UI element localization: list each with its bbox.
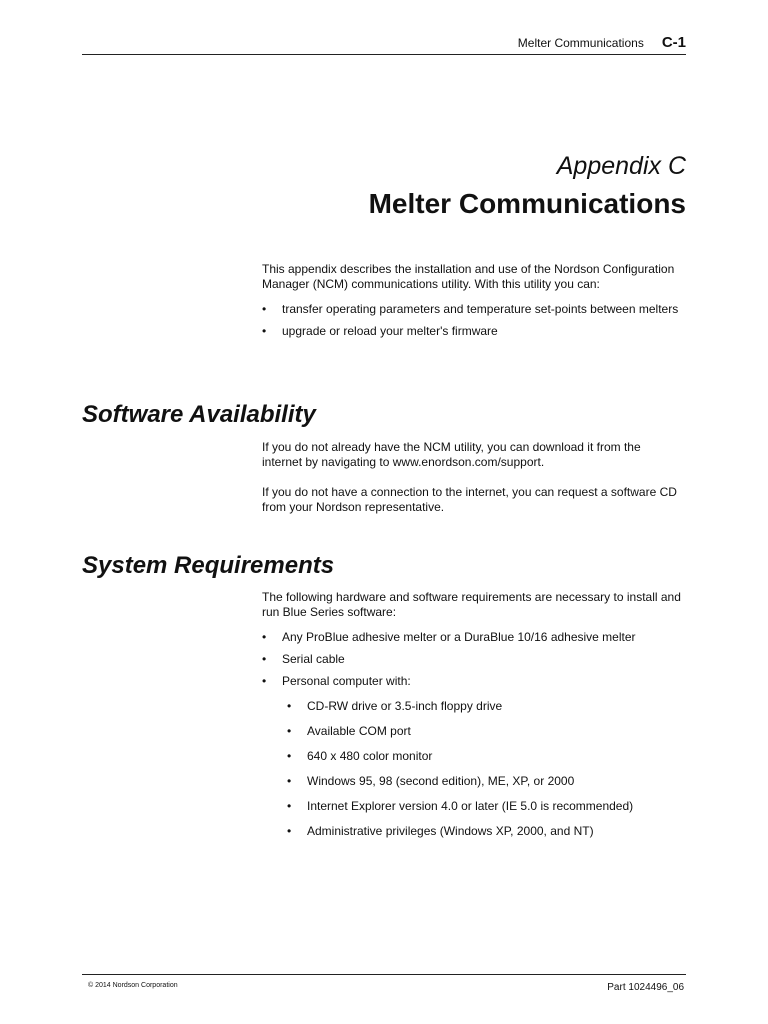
- running-title: Melter Communications: [517, 36, 644, 50]
- section-heading-software-availability: Software Availability: [82, 401, 316, 428]
- paragraph: If you do not have a connection to the internet, you can request a software CD from your Nordson representative.: [262, 485, 677, 514]
- sub-list-item-text: Available COM port: [307, 724, 411, 738]
- appendix-label: Appendix C: [556, 152, 686, 180]
- list-item: [262, 324, 682, 339]
- bullet-icon: •: [262, 324, 267, 338]
- list-item-text: Any ProBlue adhesive melter or a DuraBlue 10/16 adhesive melter: [282, 630, 636, 644]
- bullet-icon: •: [287, 774, 292, 788]
- sub-list-item-text: 640 x 480 color monitor: [307, 749, 433, 763]
- bullet-icon: •: [262, 302, 267, 316]
- bullet-icon: •: [262, 652, 267, 666]
- sub-list-item: [287, 749, 682, 764]
- list-item-text: transfer operating parameters and temperature set-points between melters: [282, 302, 679, 316]
- sub-list-item-text: CD-RW drive or 3.5-inch floppy drive: [307, 699, 503, 713]
- list-item: [262, 302, 682, 317]
- list-item: [262, 652, 682, 667]
- list-item: [262, 674, 682, 839]
- paragraph: The following hardware and software requirements are necessary to install and run Blue Series software:: [262, 590, 681, 619]
- requirements-bullet-list: [262, 630, 682, 839]
- computer-requirements-sublist: [287, 699, 682, 839]
- page-header: [82, 34, 686, 55]
- section-heading-system-requirements: System Requirements: [82, 552, 335, 579]
- bullet-icon: •: [287, 724, 292, 738]
- bullet-icon: •: [262, 674, 267, 688]
- intro-section: [262, 262, 682, 339]
- sub-list-item-text: Internet Explorer version 4.0 or later (IE 5.0 is recommended): [307, 799, 634, 813]
- software-availability-section: [262, 440, 682, 515]
- list-item: [262, 630, 682, 645]
- sub-list-item: [287, 699, 682, 714]
- list-item-text: upgrade or reload your melter's firmware: [282, 324, 498, 338]
- part-number: Part 1024496_06: [607, 982, 684, 993]
- bullet-icon: •: [287, 799, 292, 813]
- list-item-text: Personal computer with:: [282, 674, 411, 688]
- sub-list-item: [287, 724, 682, 739]
- paragraph: If you do not already have the NCM utility, you can download it from the internet by navigating to www.enordson.com/support.: [262, 440, 641, 469]
- page-footer: [82, 974, 686, 993]
- bullet-icon: •: [262, 630, 267, 644]
- bullet-icon: •: [287, 824, 292, 838]
- sub-list-item: [287, 774, 682, 789]
- intro-paragraph: This appendix describes the installation and use of the Nordson Configuration Manager (NCM) communications utility. With this utility you can:: [262, 262, 675, 291]
- list-item-text: Serial cable: [282, 652, 345, 666]
- sub-list-item-text: Windows 95, 98 (second edition), ME, XP, or 2000: [307, 774, 575, 788]
- sub-list-item-text: Administrative privileges (Windows XP, 2000, and NT): [307, 824, 594, 838]
- sub-list-item: [287, 824, 682, 839]
- chapter-title: Melter Communications: [368, 188, 686, 219]
- system-requirements-section: [262, 590, 682, 839]
- intro-bullet-list: [262, 302, 682, 339]
- copyright-notice: © 2014 Nordson Corporation: [88, 982, 178, 989]
- bullet-icon: •: [287, 749, 292, 763]
- page-number: C-1: [661, 34, 686, 51]
- sub-list-item: [287, 799, 682, 814]
- bullet-icon: •: [287, 699, 292, 713]
